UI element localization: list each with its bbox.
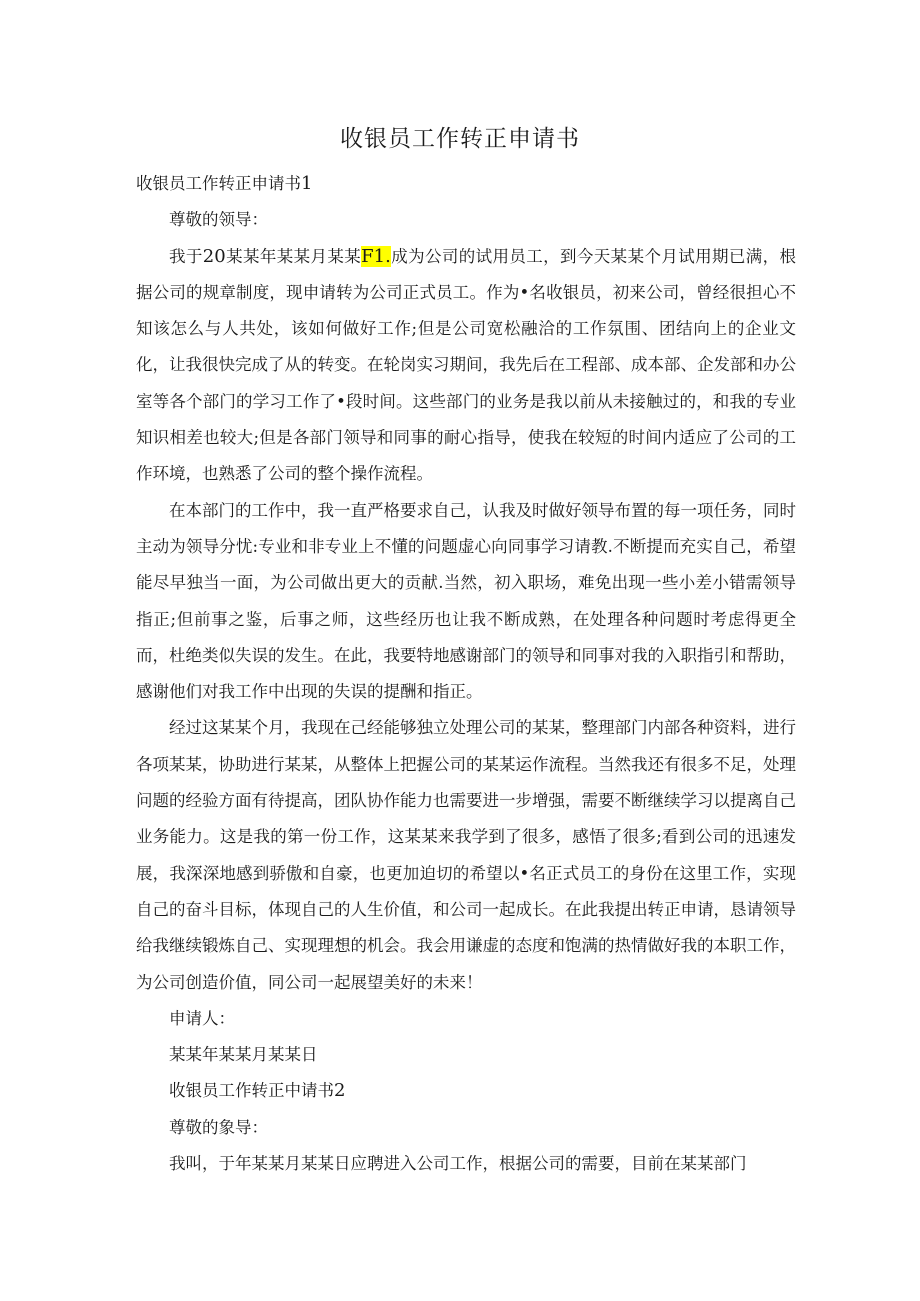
section-2-paragraph-1: 我叫，于年某某月某某日应聘进入公司工作，根据公司的需要，目前在某某部门: [169, 1154, 747, 1174]
section-1-paragraph-1: [136, 239, 796, 493]
section-1-greeting: 尊敬的领导：: [169, 210, 268, 230]
section-1-paragraph-2: 在本部门的工作中，我一直严格要求自己，认我及时做好领导布置的每一项任务，同时主动为领导分忧:专业和非专业上不懂的问题虚心向同事学习请教.不断提而充实自己，希望能尽早独当一面，为公司做出更大的贡献.当然，初入职场，难免出现一些小差小错需领导指正;但前事之鉴，后事之师，这些经历也让我不断成熟，在处理各种问题时考虑得更全而，杜绝类似失误的发生。在此，我要特地感谢部门的领导和同事对我的入职指引和帮助，感谢他们对我工作中出现的失误的提酬和指正。: [136, 500, 796, 702]
application-date: 某某年某某月某某日: [169, 1045, 318, 1065]
section-1-heading-number: 1: [301, 173, 313, 194]
applicant-label: 申请人：: [169, 1008, 235, 1028]
section-1-paragraph-3: 经过这某某个月，我现在己经能够独立处理公司的某某，整理部门内部各种资料，进行各项某某，协助进行某某，从整体上把握公司的某某运作流程。当然我还有很多不足，处理问题的经验方面有待提高，团队协作能力也需要进一步增强，需要不断继续学习以提离自己业务能力。这是我的第一份工作，这某某来我学到了很多，感悟了很多;看到公司的迅速发展，我深深地感到骄傲和自豪，也更加迫切的希望以•名正式员工的身份在这里工作，实现自己的奋斗目标，体现自己的人生价值，和公司一起成长。在此我提出转正申请，恳请领导给我继续锻炼自己、实现理想的机会。我会用谦虚的态度和饱满的热情做好我的本职工作，为公司创造价值，同公司一起展望美好的未来！: [136, 718, 796, 992]
document-title: 收银员工作转正申请书: [340, 126, 580, 152]
paragraph-1-rest: 成为公司的试用员工，到今天某某个月试用期已满，根据公司的规章制度，现申请转为公司正式员工。作为•名收银员，初来公司，曾经很担心不知该怎么与人共处，该如何做好工作;但是公司宽松融洽的工作氛围、团结向上的企业文化，让我很快完成了从的转变。在轮岗实习期间，我先后在工程部、成本部、企发部和办公室等各个部门的学习工作了•段时间。这些部门的业务是我以前从未接触过的，和我的专业知识相差也较大;但是各部门领导和同事的耐心指导，使我在较短的时间内适应了公司的工作环境，也熟悉了公司的整个操作流程。: [136, 246, 797, 484]
section-2-heading-number: 2: [334, 1080, 346, 1102]
highlighted-text: F1.: [361, 245, 391, 267]
section-1-heading: [136, 166, 796, 202]
document-body: [136, 166, 796, 1182]
paragraph-1-start: 我于: [169, 246, 203, 266]
section-2-greeting: 尊敬的象导：: [169, 1117, 268, 1137]
section-2-heading: [136, 1073, 796, 1109]
paragraph-1-year-prefix: 20: [202, 245, 226, 267]
paragraph-1-date-text: 某某年某某月某某: [225, 246, 362, 266]
section-2-heading-text: 收银员工作转正中请书: [169, 1081, 334, 1101]
section-1-heading-text: 收银员工作转正申请书: [136, 174, 301, 193]
